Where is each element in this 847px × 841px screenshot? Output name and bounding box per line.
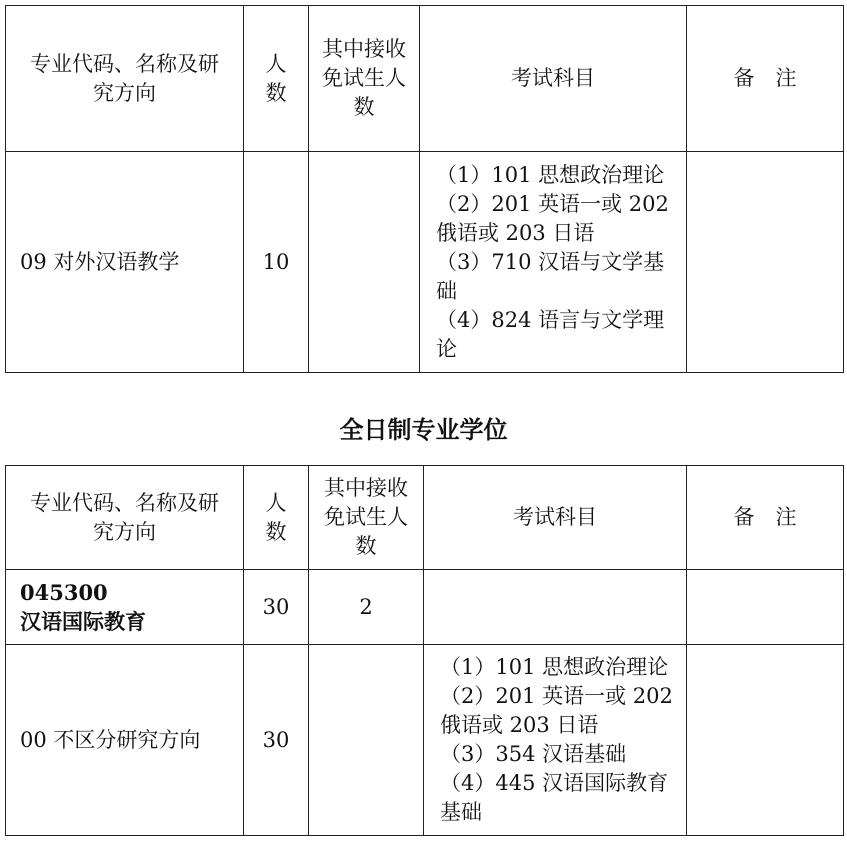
table-header-row xyxy=(6,6,844,152)
major-cell: 00 不区分研究方向 xyxy=(6,645,244,836)
exempt-cell xyxy=(309,152,420,373)
header-remarks: 备 注 xyxy=(687,6,844,152)
count-cell: 10 xyxy=(244,152,309,373)
header-subjects: 考试科目 xyxy=(424,466,687,570)
subject-item: （2）201 英语一或 202 俄语或 203 日语 xyxy=(440,684,673,737)
header-exempt: 其中接收免试生人数 xyxy=(309,6,420,152)
subject-item: （3）710 汉语与文学基础 xyxy=(436,249,665,303)
count-cell: 30 xyxy=(244,645,309,836)
subject-item: （3）354 汉语基础 xyxy=(440,742,627,766)
subjects-cell xyxy=(424,645,687,836)
table-header-row xyxy=(6,466,844,570)
header-count: 人数 xyxy=(244,466,309,570)
major-name: 汉语国际教育 xyxy=(20,609,146,634)
subjects-cell xyxy=(424,570,687,645)
table-row xyxy=(6,570,844,645)
header-exempt: 其中接收免试生人数 xyxy=(309,466,424,570)
admissions-table-2 xyxy=(5,465,844,836)
major-code-cell xyxy=(6,570,244,645)
remarks-cell xyxy=(687,645,844,836)
admissions-table-1 xyxy=(5,5,844,373)
major-cell: 09 对外汉语教学 xyxy=(6,152,244,373)
subject-item: （4）824 语言与文学理论 xyxy=(436,307,665,361)
exempt-cell xyxy=(309,645,424,836)
subject-item: （1）101 思想政治理论 xyxy=(436,162,665,187)
header-remarks: 备 注 xyxy=(687,466,844,570)
major-code: 045300 xyxy=(20,580,108,605)
table-row xyxy=(6,152,844,373)
table-row xyxy=(6,645,844,836)
remarks-cell xyxy=(687,152,844,373)
subjects-cell xyxy=(420,152,687,373)
header-major: 专业代码、名称及研究方向 xyxy=(6,466,244,570)
remarks-cell xyxy=(687,570,844,645)
subject-item: （2）201 英语一或 202 俄语或 203 日语 xyxy=(436,191,669,245)
subject-item: （1）101 思想政治理论 xyxy=(440,655,669,679)
exempt-cell: 2 xyxy=(309,570,424,645)
section-title: 全日制专业学位 xyxy=(339,416,508,444)
header-subjects: 考试科目 xyxy=(420,6,687,152)
header-count: 人数 xyxy=(244,6,309,152)
subject-item: （4）445 汉语国际教育基础 xyxy=(440,771,669,824)
count-cell: 30 xyxy=(244,570,309,645)
header-major: 专业代码、名称及研究方向 xyxy=(6,6,244,152)
